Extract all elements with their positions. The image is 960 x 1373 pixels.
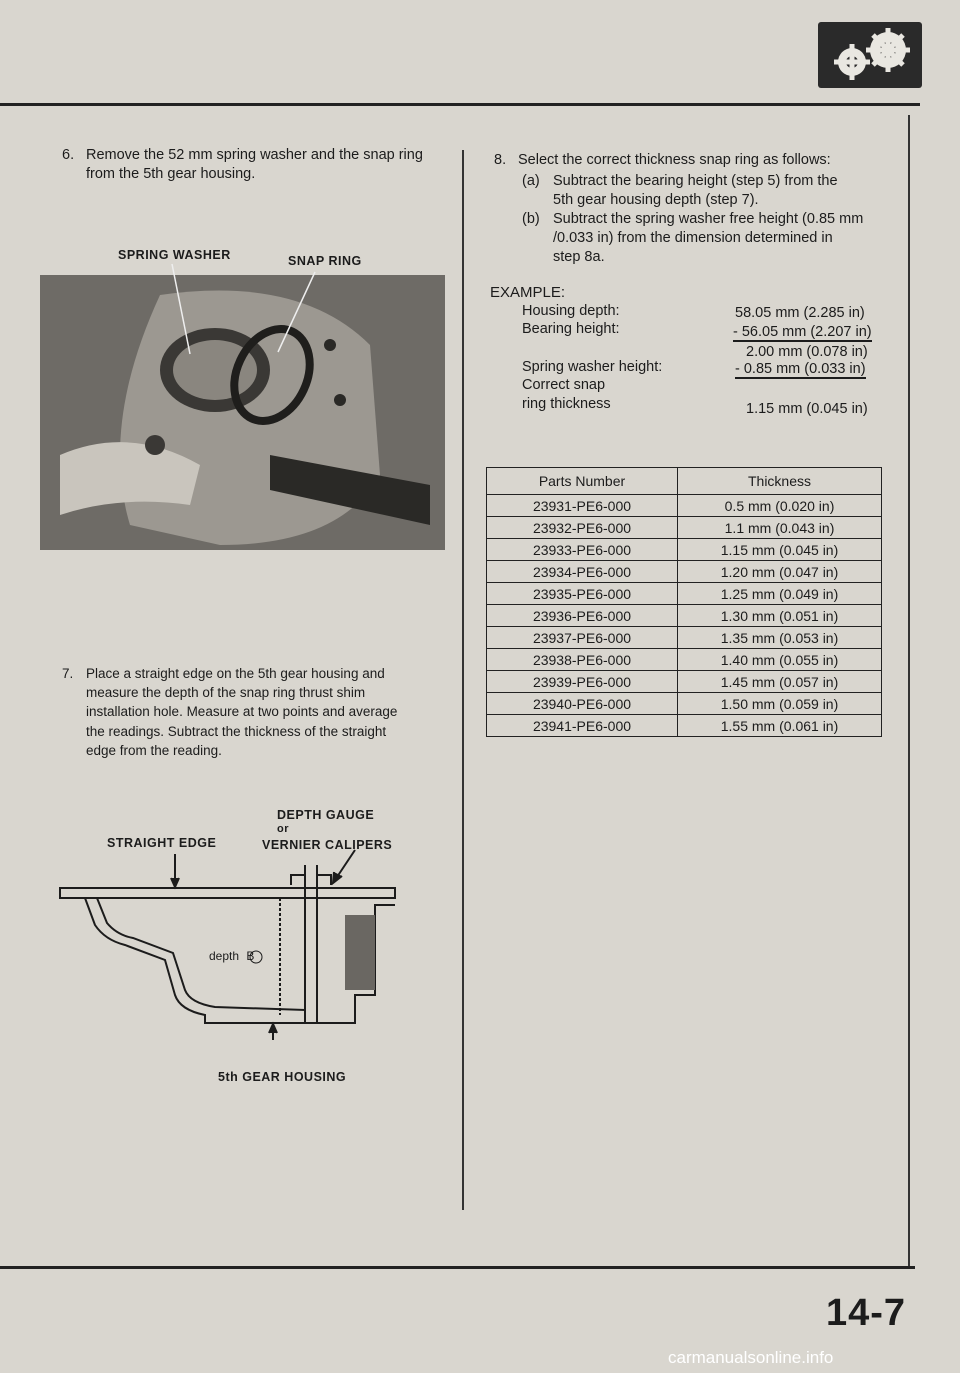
table-row (487, 649, 882, 671)
part-number-cell: 23941-PE6-000 (487, 715, 678, 737)
example-bearing-value: - 56.05 mm (2.207 in) (733, 324, 872, 340)
substep-b (553, 210, 885, 267)
example-difference-value: 2.00 mm (0.078 in) (746, 344, 868, 360)
part-number-cell: 23932-PE6-000 (487, 517, 678, 539)
label-straight-edge: STRAIGHT EDGE (107, 836, 217, 850)
column-header-parts-number: Parts Number (487, 468, 678, 495)
thickness-cell: 1.1 mm (0.043 in) (678, 517, 882, 539)
step-number: 6. (62, 147, 75, 163)
top-rule (0, 103, 920, 106)
thickness-cell: 1.25 mm (0.049 in) (678, 583, 882, 605)
table-row (487, 495, 882, 517)
substep-label: (b) (522, 211, 540, 227)
page-number: 14-7 (826, 1292, 907, 1334)
watermark-text: carmanualsonline.info (668, 1348, 834, 1367)
part-number-cell: 23936-PE6-000 (487, 605, 678, 627)
substep-text-line: Subtract the bearing height (step 5) from the (553, 173, 838, 189)
photo-leader-lines (160, 262, 330, 362)
table-header-row (487, 468, 882, 495)
label-or: or (277, 823, 289, 835)
table-row (487, 583, 882, 605)
example-bearing-label: Bearing height: (522, 321, 620, 337)
thickness-cell: 1.45 mm (0.057 in) (678, 671, 882, 693)
example-housing-label: Housing depth: (522, 303, 620, 319)
table-row (487, 627, 882, 649)
part-number-cell: 23938-PE6-000 (487, 649, 678, 671)
step-text-line: Select the correct thickness snap ring as follows: (518, 152, 831, 168)
label-depth: depth B (209, 949, 255, 963)
part-number-cell: 23935-PE6-000 (487, 583, 678, 605)
example-correct-value: 1.15 mm (0.045 in) (746, 401, 868, 417)
substep-text-line: Subtract the spring washer free height (0.85 mm (553, 211, 864, 227)
thickness-cell: 1.40 mm (0.055 in) (678, 649, 882, 671)
label-5th-gear-housing: 5th GEAR HOUSING (218, 1070, 347, 1084)
label-snap-ring: SNAP RING (288, 254, 362, 268)
example-correct-label-1: Correct snap (522, 377, 606, 393)
snap-ring-parts-table (486, 467, 882, 737)
thickness-cell: 1.50 mm (0.059 in) (678, 693, 882, 715)
thickness-cell: 0.5 mm (0.020 in) (678, 495, 882, 517)
step-text-line: edge from the reading. (86, 742, 222, 758)
substep-text-line: /0.033 in) from the dimension determined in (553, 230, 833, 246)
depth-symbol: B (246, 949, 255, 963)
table-row (487, 693, 882, 715)
thickness-cell: 1.15 mm (0.045 in) (678, 539, 882, 561)
example-title: EXAMPLE: (490, 284, 566, 301)
example-correct-label-2: ring thickness (522, 396, 611, 412)
step-text-line: the readings. Subtract the thickness of the straight (86, 723, 387, 739)
bottom-rule (0, 1266, 915, 1269)
table-row (487, 671, 882, 693)
label-depth-gauge: DEPTH GAUGE (277, 808, 375, 822)
column-divider (462, 150, 464, 1210)
step-text-line: from the 5th gear housing. (86, 166, 256, 182)
step-text-line: installation hole. Measure at two points and average (86, 704, 398, 720)
right-border (908, 115, 910, 1267)
substep-text-line: 5th gear housing depth (step 7). (553, 192, 759, 208)
thickness-cell: 1.35 mm (0.053 in) (678, 627, 882, 649)
thickness-cell: 1.30 mm (0.051 in) (678, 605, 882, 627)
table-row (487, 517, 882, 539)
thickness-cell: 1.55 mm (0.061 in) (678, 715, 882, 737)
step-text-line: Remove the 52 mm spring washer and the snap ring (86, 147, 423, 163)
gears-icon (818, 22, 922, 88)
part-number-cell: 23940-PE6-000 (487, 693, 678, 715)
example-spring-washer-label: Spring washer height: (522, 359, 663, 375)
part-number-cell: 23934-PE6-000 (487, 561, 678, 583)
step-text-line: Place a straight edge on the 5th gear housing and (86, 666, 385, 681)
table-row (487, 539, 882, 561)
label-vernier-calipers: VERNIER CALIPERS (262, 838, 393, 852)
example-housing-value: 58.05 mm (2.285 in) (735, 305, 865, 321)
example-spring-washer-value: - 0.85 mm (0.033 in) (735, 361, 866, 377)
part-number-cell: 23937-PE6-000 (487, 627, 678, 649)
substep-text-line: step 8a. (553, 249, 605, 265)
step-number: 8. (494, 152, 507, 168)
thickness-cell: 1.20 mm (0.047 in) (678, 561, 882, 583)
table-row (487, 605, 882, 627)
column-header-thickness: Thickness (678, 468, 882, 495)
part-number-cell: 23933-PE6-000 (487, 539, 678, 561)
table-row (487, 715, 882, 737)
step-number: 7. (62, 666, 74, 681)
step-text-line: measure the depth of the snap ring thrust shim (86, 685, 366, 701)
label-spring-washer: SPRING WASHER (118, 248, 231, 262)
table-row (487, 561, 882, 583)
part-number-cell: 23931-PE6-000 (487, 495, 678, 517)
depth-measurement-diagram (55, 845, 415, 1045)
substep-label: (a) (522, 173, 540, 189)
substep-a (553, 172, 885, 210)
part-number-cell: 23939-PE6-000 (487, 671, 678, 693)
